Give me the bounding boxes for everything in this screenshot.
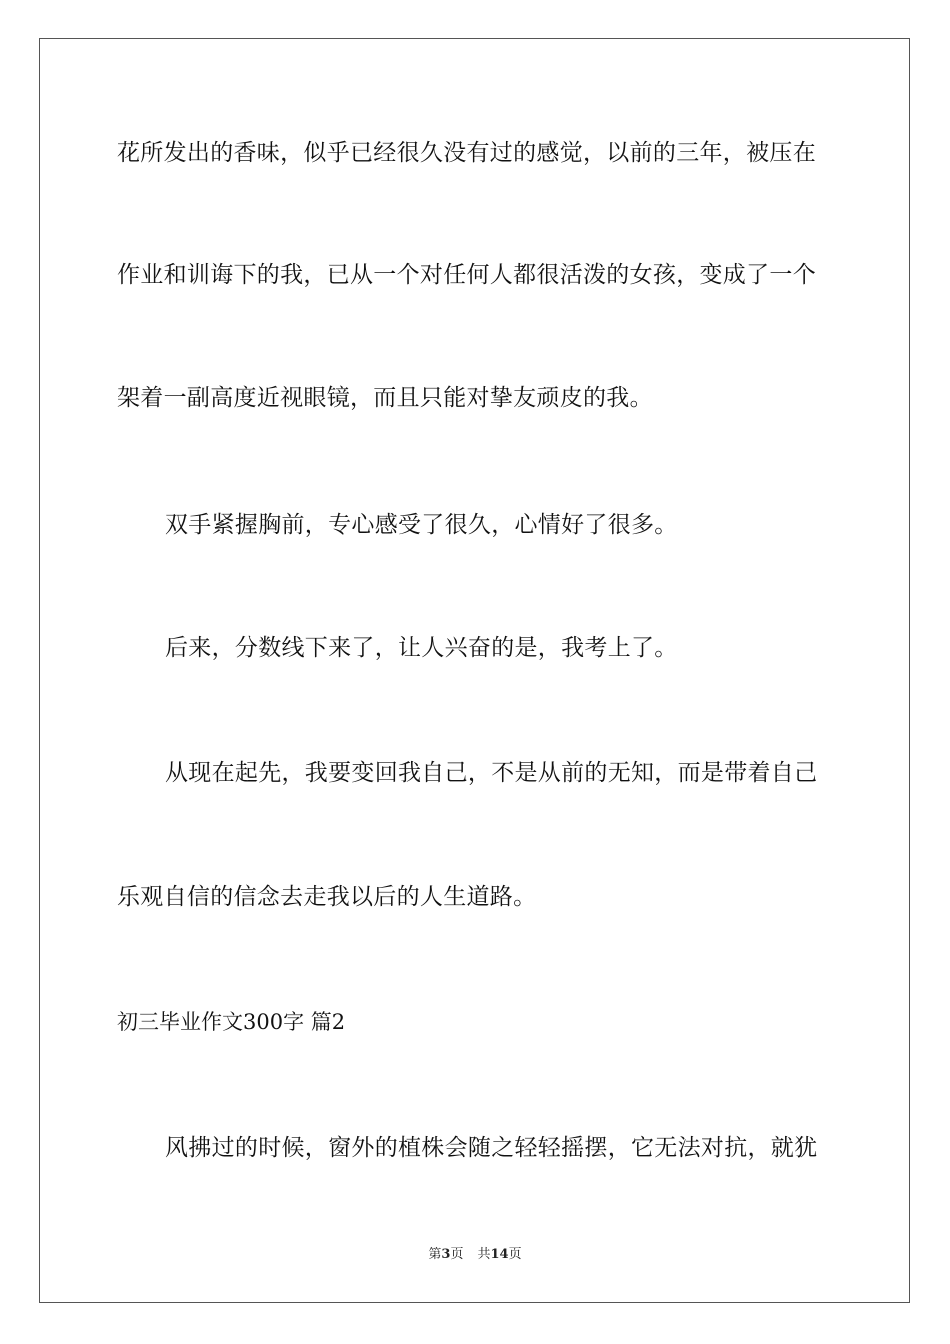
paragraph-line: 从现在起先，我要变回我自己，不是从前的无知，而是带着自己 bbox=[165, 760, 818, 786]
total-suffix: 页 bbox=[508, 1247, 522, 1262]
paragraph-line: 花所发出的香味，似乎已经很久没有过的感觉，以前的三年，被压在 bbox=[117, 140, 816, 166]
total-pages: 14 bbox=[490, 1247, 509, 1262]
paragraph-line: 乐观自信的信念去走我以后的人生道路。 bbox=[117, 884, 537, 910]
paragraph-line: 后来，分数线下来了，让人兴奋的是，我考上了。 bbox=[165, 635, 678, 661]
page-number: 3 bbox=[441, 1247, 451, 1262]
paragraph-line: 作业和训诲下的我，已从一个对任何人都很活泼的女孩，变成了一个 bbox=[117, 262, 816, 288]
paragraph-line: 架着一副高度近视眼镜，而且只能对挚友顽皮的我。 bbox=[117, 385, 653, 411]
page-suffix: 页 bbox=[450, 1247, 464, 1262]
section-heading: 初三毕业作文300字 篇2 bbox=[117, 1010, 346, 1034]
paragraph-line: 风拂过的时候，窗外的植株会随之轻轻摇摆，它无法对抗，就犹 bbox=[165, 1135, 818, 1161]
paragraph-line: 双手紧握胸前，专心感受了很久，心情好了很多。 bbox=[165, 512, 678, 538]
total-prefix: 共 bbox=[477, 1247, 491, 1262]
page-prefix: 第 bbox=[428, 1247, 442, 1262]
page-footer bbox=[0, 1246, 950, 1264]
page-border bbox=[39, 38, 910, 1303]
